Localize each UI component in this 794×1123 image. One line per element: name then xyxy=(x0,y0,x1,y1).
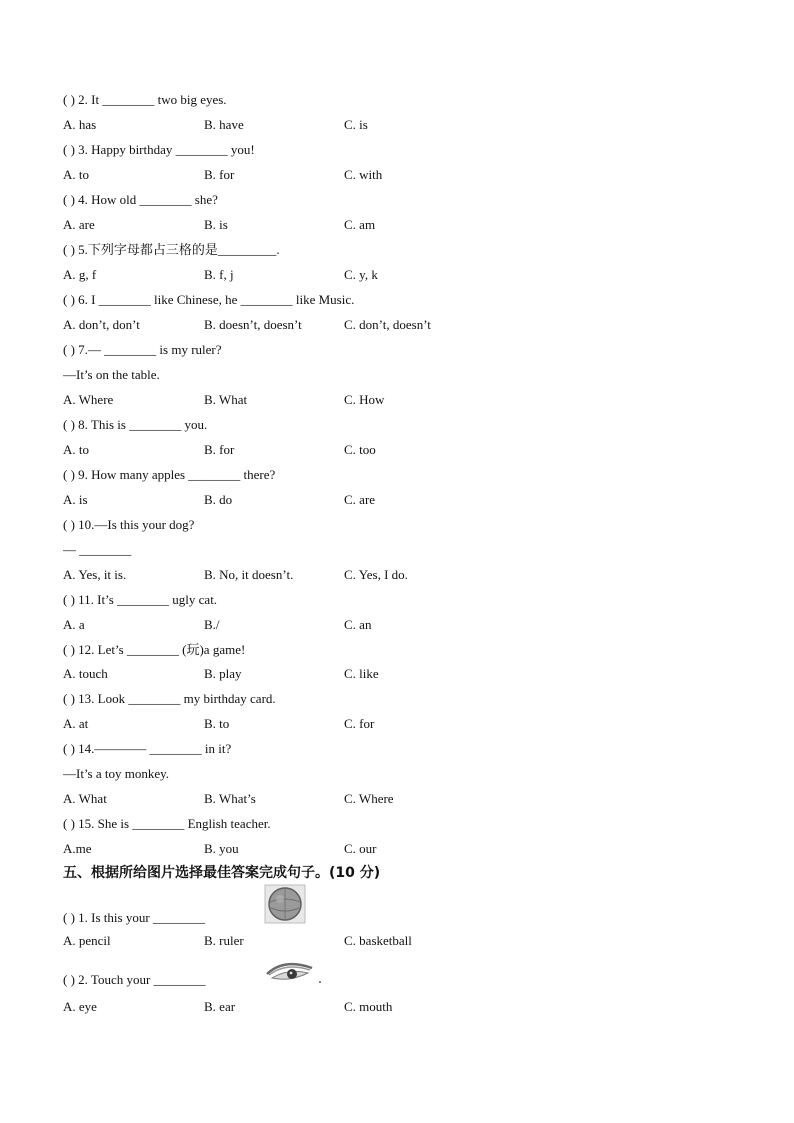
question-13-stem: ( ) 13. Look ________ my birthday card. xyxy=(63,691,276,706)
question-8-stem: ( ) 8. This is ________ you. xyxy=(63,417,208,432)
option-c[interactable]: C. y, k xyxy=(344,267,378,282)
question-2-stem: ( ) 2. It ________ two big eyes. xyxy=(63,92,227,107)
option-a[interactable]: A. to xyxy=(63,442,89,457)
eye-icon xyxy=(264,958,324,986)
picture-question-2-stem: ( ) 2. Touch your ________ xyxy=(63,972,206,987)
option-b[interactable]: B. to xyxy=(204,716,230,731)
option-a[interactable]: A.me xyxy=(63,841,92,856)
option-b[interactable]: B./ xyxy=(204,617,220,632)
section-heading: 五、根据所给图片选择最佳答案完成句子。(10 分) xyxy=(63,865,381,881)
option-b[interactable]: B. doesn’t, doesn’t xyxy=(204,317,302,332)
option-a[interactable]: A. are xyxy=(63,217,95,232)
option-a[interactable]: A. a xyxy=(63,617,85,632)
question-14-stem: ( ) 14.———— ________ in it? xyxy=(63,741,232,756)
question-6-stem: ( ) 6. I ________ like Chinese, he ________ like Music. xyxy=(63,292,355,307)
option-a[interactable]: A. to xyxy=(63,167,89,182)
option-c[interactable]: C. our xyxy=(344,841,377,856)
question-9-stem: ( ) 9. How many apples ________ there? xyxy=(63,467,276,482)
option-c[interactable]: C. don’t, doesn’t xyxy=(344,317,431,332)
question-3-stem: ( ) 3. Happy birthday ________ you! xyxy=(63,142,255,157)
option-c[interactable]: C. with xyxy=(344,167,383,182)
option-c[interactable]: C. basketball xyxy=(344,933,412,948)
question-10-answer-line: — ________ xyxy=(63,542,132,557)
option-b[interactable]: B. play xyxy=(204,666,242,681)
question-14-answer-line: —It’s a toy monkey. xyxy=(63,766,170,781)
option-c[interactable]: C. mouth xyxy=(344,999,393,1014)
option-b[interactable]: B. do xyxy=(204,492,233,507)
option-a[interactable]: A. at xyxy=(63,716,89,731)
option-b[interactable]: B. No, it doesn’t. xyxy=(204,567,294,582)
option-b[interactable]: B. you xyxy=(204,841,239,856)
question-11-stem: ( ) 11. It’s ________ ugly cat. xyxy=(63,592,218,607)
option-c[interactable]: C. like xyxy=(344,666,379,681)
question-15-stem: ( ) 15. She is ________ English teacher. xyxy=(63,816,271,831)
option-b[interactable]: B. for xyxy=(204,167,235,182)
option-a[interactable]: A. g, f xyxy=(63,267,97,282)
option-c[interactable]: C. for xyxy=(344,716,375,731)
option-a[interactable]: A. eye xyxy=(63,999,97,1014)
option-b[interactable]: B. is xyxy=(204,217,228,232)
option-a[interactable]: A. has xyxy=(63,117,97,132)
option-c[interactable]: C. an xyxy=(344,617,372,632)
option-a[interactable]: A. is xyxy=(63,492,88,507)
option-b[interactable]: B. What’s xyxy=(204,791,256,806)
option-c[interactable]: C. too xyxy=(344,442,376,457)
option-c[interactable]: C. Where xyxy=(344,791,394,806)
option-a[interactable]: A. Yes, it is. xyxy=(63,567,127,582)
option-b[interactable]: B. ruler xyxy=(204,933,244,948)
option-a[interactable]: A. don’t, don’t xyxy=(63,317,140,332)
option-b[interactable]: B. f, j xyxy=(204,267,234,282)
option-c[interactable]: C. Yes, I do. xyxy=(344,567,408,582)
option-c[interactable]: C. is xyxy=(344,117,368,132)
option-a[interactable]: A. What xyxy=(63,791,107,806)
option-a[interactable]: A. touch xyxy=(63,666,108,681)
option-c[interactable]: C. am xyxy=(344,217,376,232)
option-b[interactable]: B. have xyxy=(204,117,244,132)
question-7-answer-line: —It’s on the table. xyxy=(63,367,160,382)
option-a[interactable]: A. Where xyxy=(63,392,114,407)
option-a[interactable]: A. pencil xyxy=(63,933,111,948)
question-5-stem: ( ) 5.下列字母都占三格的是_________. xyxy=(63,242,280,257)
question-4-stem: ( ) 4. How old ________ she? xyxy=(63,192,218,207)
basketball-icon xyxy=(264,884,306,924)
question-7-stem: ( ) 7.— ________ is my ruler? xyxy=(63,342,222,357)
option-c[interactable]: C. How xyxy=(344,392,385,407)
option-b[interactable]: B. What xyxy=(204,392,248,407)
question-10-stem: ( ) 10.—Is this your dog? xyxy=(63,517,195,532)
option-b[interactable]: B. ear xyxy=(204,999,236,1014)
question-12-stem: ( ) 12. Let’s ________ (玩)a game! xyxy=(63,642,246,657)
option-c[interactable]: C. are xyxy=(344,492,376,507)
option-b[interactable]: B. for xyxy=(204,442,235,457)
picture-question-1-stem: ( ) 1. Is this your ________ xyxy=(63,910,205,925)
